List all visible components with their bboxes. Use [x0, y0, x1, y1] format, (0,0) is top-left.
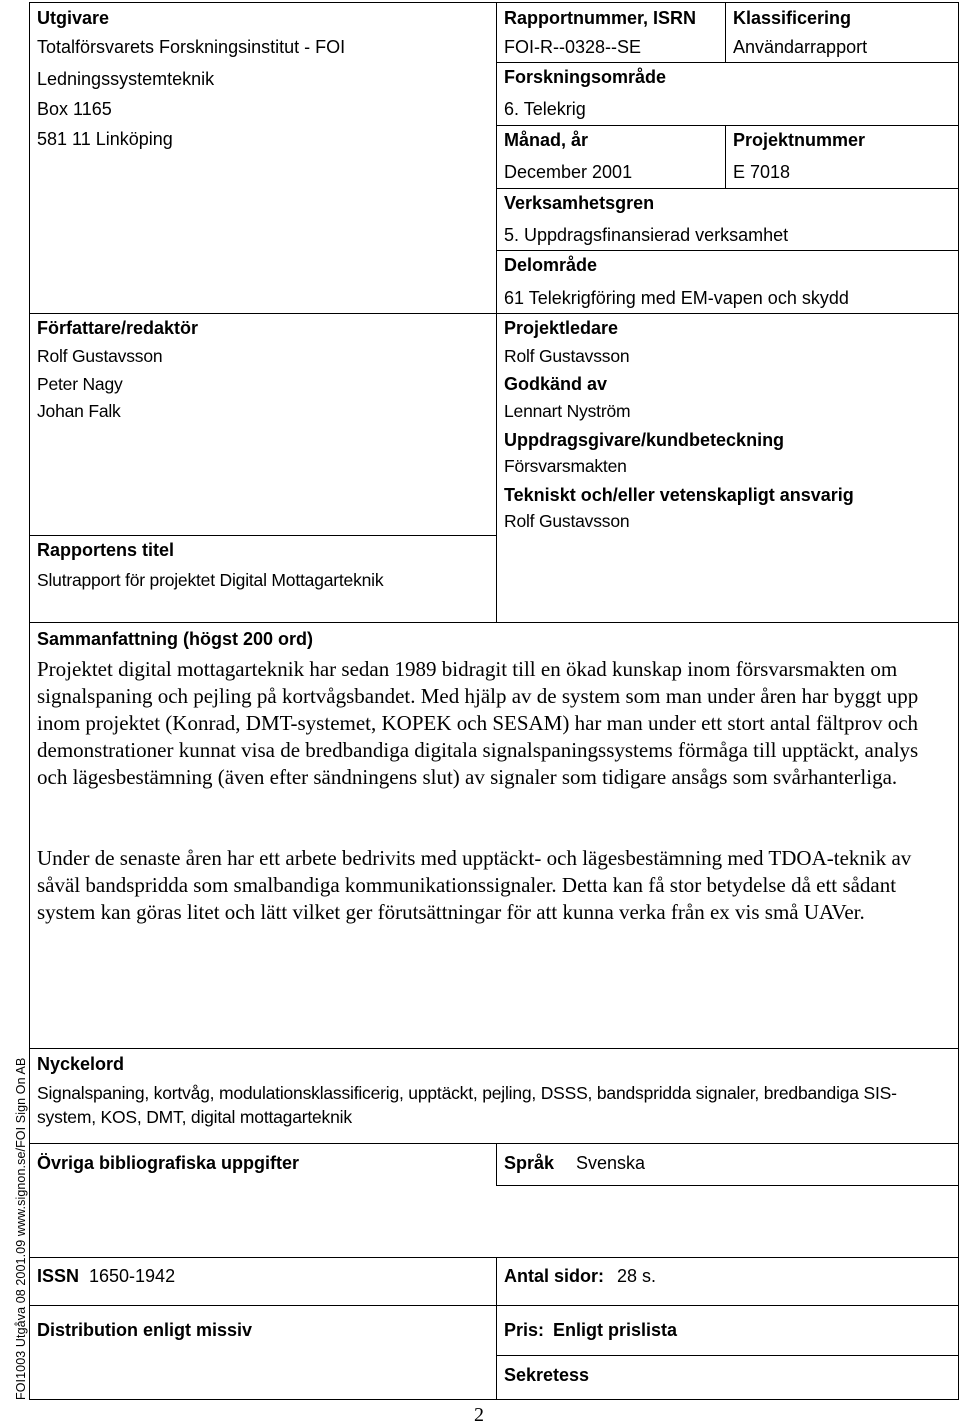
forfattare-3: Johan Falk — [37, 401, 121, 421]
rule-distribution — [29, 1305, 959, 1306]
divider-proj — [725, 125, 726, 188]
nyckelord-label: Nyckelord — [37, 1054, 125, 1074]
rule-delomrade — [496, 313, 958, 314]
verksamhetsgren-label: Verksamhetsgren — [504, 193, 655, 213]
summary-label: Sammanfattning (högst 200 ord) — [37, 629, 314, 649]
rule-pris — [496, 1355, 958, 1356]
nyckelord-line-2: system, KOS, DMT, digital mottagarteknik — [37, 1107, 352, 1127]
distribution-label: Distribution enligt missiv — [37, 1320, 253, 1340]
verksamhetsgren-value: 5. Uppdragsfinansierad verksamhet — [504, 225, 789, 245]
rule-verksamhet — [496, 250, 958, 251]
nyckelord-line-1: Signalspaning, kortvåg, modulationsklassificerig, upptäckt, pejling, DSSS, bandspridda signaler, bredbandiga SIS- — [37, 1083, 897, 1103]
rapportnummer-label: Rapportnummer, ISRN — [504, 8, 697, 28]
utgivare-line-2: Ledningssystemteknik — [37, 69, 215, 89]
divider-top-class — [725, 2, 726, 62]
projektnummer-label: Projektnummer — [733, 130, 866, 150]
utgivare-line-3: Box 1165 — [37, 99, 112, 119]
manad-value: December 2001 — [504, 162, 633, 182]
divider-top-middle — [496, 2, 497, 622]
utgivare-line-1: Totalförsvarets Forskningsinstitut - FOI — [37, 37, 346, 57]
godkand-value: Lennart Nyström — [504, 401, 631, 421]
outer-border-top — [29, 2, 959, 3]
summary-paragraph-2: Under de senaste åren har ett arbete bedrivits med upptäckt- och lägesbestämning med TDOA-teknik av såväl bandspridda som smalbandiga kommunikationssignaler. Detta kan få stor betydelse då ett sådant system kan göras litet och lätt vilket ger förutsättningar för att kunna verka från ex vis små UAVer. — [37, 846, 912, 924]
forfattare-2: Peter Nagy — [37, 374, 123, 394]
delomrade-value: 61 Telekrigföring med EM-vapen och skydd — [504, 288, 849, 308]
delomrade-label: Delområde — [504, 255, 598, 275]
rule-issn — [29, 1257, 959, 1258]
pris-value: Enligt prislista — [553, 1320, 678, 1340]
sekretess-label: Sekretess — [504, 1365, 590, 1385]
uppdragsgivare-value: Försvarsmakten — [504, 456, 627, 476]
projektnummer-value: E 7018 — [733, 162, 791, 182]
forskningsomrade-label: Forskningsområde — [504, 67, 667, 87]
forfattare-1: Rolf Gustavsson — [37, 346, 163, 366]
ovriga-label: Övriga bibliografiska uppgifter — [37, 1153, 300, 1173]
issn-value: 1650-1942 — [89, 1266, 176, 1286]
utgivare-line-4: 581 11 Linköping — [37, 129, 173, 149]
titel-value: Slutrapport för projektet Digital Mottagarteknik — [37, 570, 384, 590]
divider-bottom-middle — [496, 1143, 497, 1185]
outer-border-bottom — [29, 1399, 959, 1400]
rule-summary — [29, 622, 959, 623]
side-form-id: FOI1003 Utgåva 08 2001.09 www.signon.se/FOI Sign On AB — [14, 1057, 28, 1400]
antal-value: 28 s. — [617, 1266, 657, 1286]
godkand-label: Godkänd av — [504, 374, 608, 394]
divider-bottom-middle-2 — [496, 1257, 497, 1399]
klassificering-value: Användarrapport — [733, 37, 868, 57]
rapportnummer-value: FOI-R--0328--SE — [504, 37, 642, 57]
rule-ovriga-bottom — [496, 1185, 958, 1186]
outer-border-left — [29, 2, 30, 1400]
sprak-label: Språk — [504, 1153, 555, 1173]
titel-label: Rapportens titel — [37, 540, 175, 560]
rule-manad — [496, 188, 958, 189]
forskningsomrade-value: 6. Telekrig — [504, 99, 586, 119]
uppdragsgivare-label: Uppdragsgivare/kundbeteckning — [504, 430, 785, 450]
tekniskt-label: Tekniskt och/eller vetenskapligt ansvarig — [504, 485, 854, 505]
rule-left-titel — [29, 535, 496, 536]
projektledare-value: Rolf Gustavsson — [504, 346, 630, 366]
klassificering-label: Klassificering — [733, 8, 852, 28]
issn-label: ISSN — [37, 1266, 80, 1286]
utgivare-label: Utgivare — [37, 8, 110, 28]
antal-label: Antal sidor: — [504, 1266, 605, 1286]
tekniskt-value: Rolf Gustavsson — [504, 511, 630, 531]
summary-paragraph-1: Projektet digital mottagarteknik har sedan 1989 bidragit till en ökad kunskap inom försvarsmakten om signalspaning och pejling på kortvågsbandet. Med hjälp av de system som man under åren har byggt upp inom projektet (Konrad, DMT-systemet, KOPEK och SESAM) har man under ett stort antal fältprov och demonstrationer kunnat visa de bredbandiga digitala signalspaningssystems förmåga till upptäckt, analys och lägesbestämning (även efter sändningens slut) av signaler som tidigare ansågs som svårhanterliga. — [37, 657, 919, 789]
forfattare-label: Författare/redaktör — [37, 318, 199, 338]
rule-nyckelord — [29, 1048, 959, 1049]
outer-border-right — [958, 2, 959, 1400]
page-number: 2 — [474, 1404, 484, 1426]
pris-label: Pris: — [504, 1320, 545, 1340]
manad-label: Månad, år — [504, 130, 589, 150]
rule-left-box — [29, 313, 496, 314]
sprak-value: Svenska — [576, 1153, 646, 1173]
rule-ovriga — [29, 1143, 959, 1144]
projektledare-label: Projektledare — [504, 318, 619, 338]
rule-forskningsomrade — [496, 125, 958, 126]
rule-isrn — [496, 62, 958, 63]
